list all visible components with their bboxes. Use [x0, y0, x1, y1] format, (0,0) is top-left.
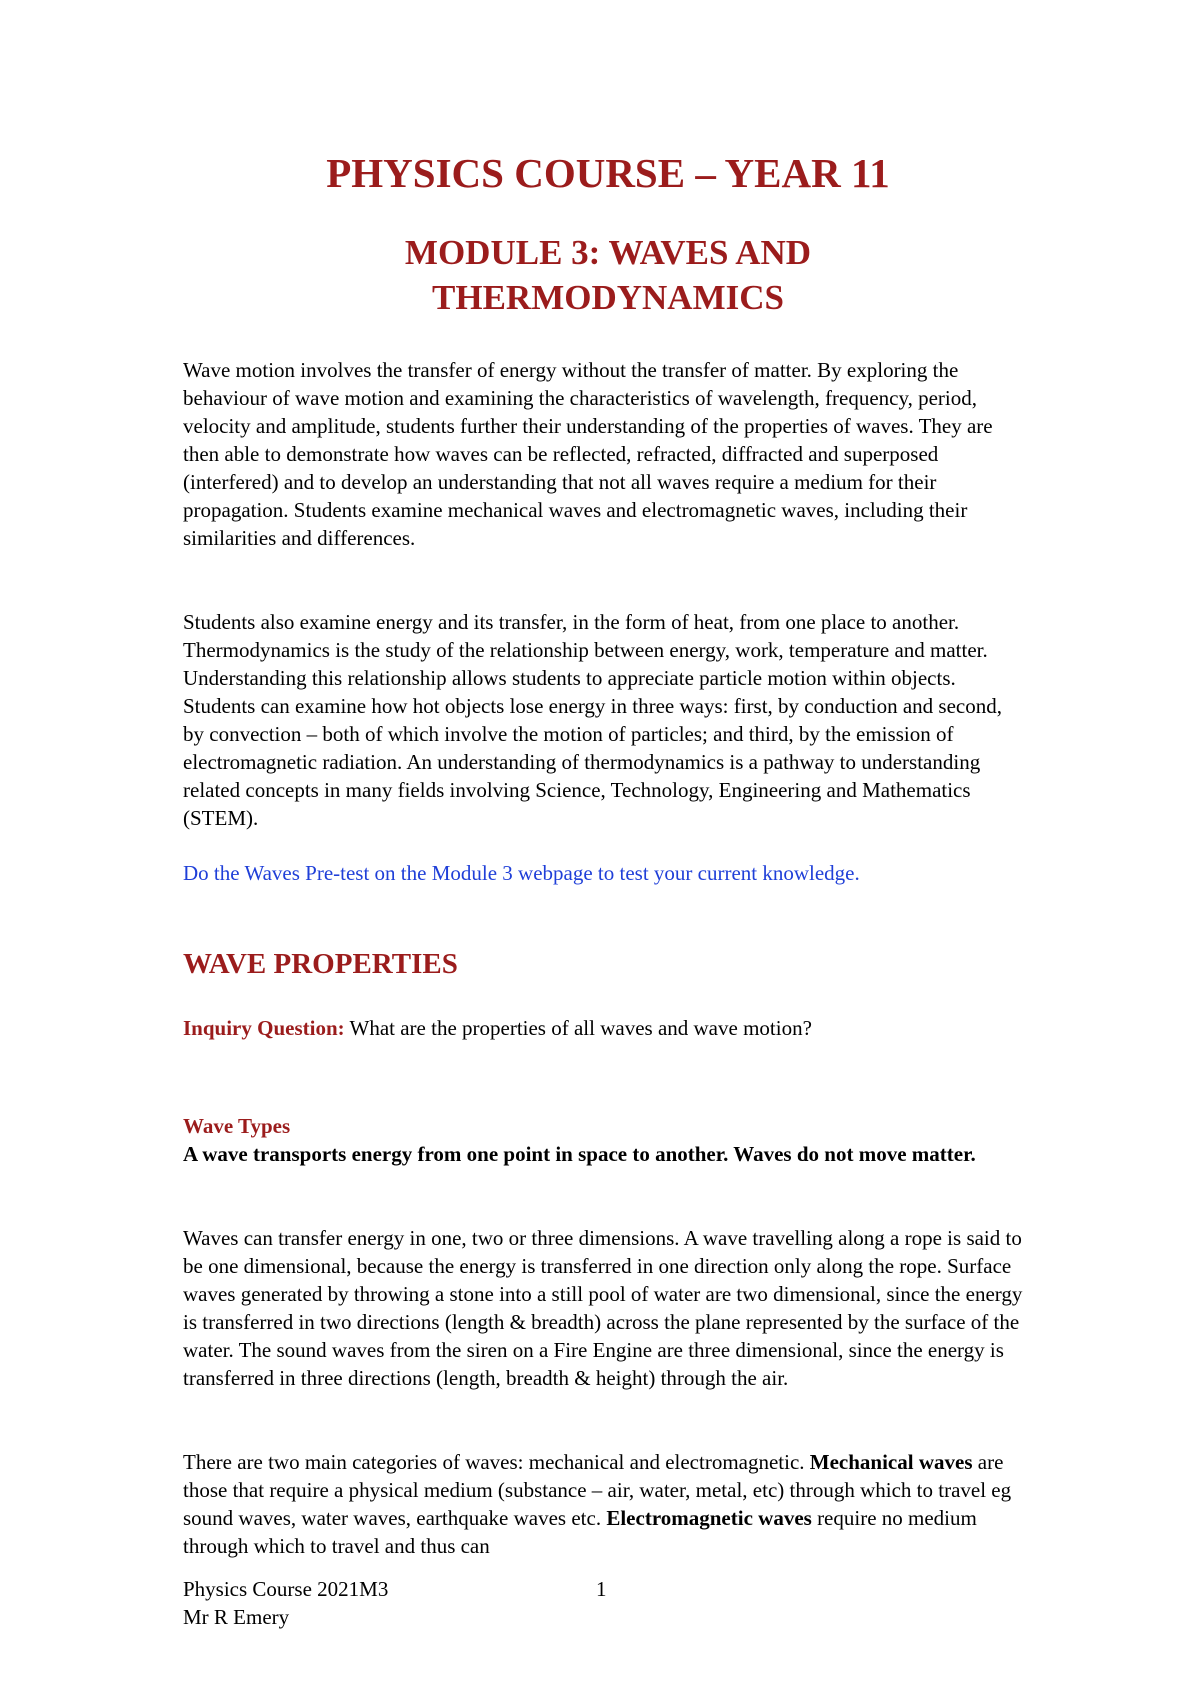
- electromagnetic-text: require no medium through which to travel and thus can: [183, 1506, 977, 1558]
- dimensions-paragraph: Waves can transfer energy in one, two or three dimensions. A wave travelling along a rope is said to be one dimensional, because the energy is transferred in one direction only along the rope. Surface waves generated by throwing a stone into a still pool of water are two dimensional, since the energy is transferred in two directions (length & breadth) across the plane represented by the surface of the water. The sound waves from the siren on a Fire Engine are three dimensional, since the energy is transferred in three directions (length, breadth & height) through the air.: [183, 1226, 1023, 1390]
- page-number: 1: [596, 1577, 607, 1601]
- mechanical-term: Mechanical waves: [809, 1450, 973, 1474]
- module-title-line-2: THERMODYNAMICS: [432, 278, 784, 317]
- key-statement: A wave transports energy from one point in space to another. Waves do not move matter.: [183, 1142, 976, 1166]
- inquiry-question: [183, 1014, 1023, 1042]
- inquiry-label: Inquiry Question:: [183, 1016, 345, 1040]
- mechanical-text: are those that require a physical medium (substance – air, water, metal, etc) through which to travel eg sound waves, water waves, earthquake waves etc.: [183, 1450, 1012, 1530]
- categories-paragraph: [183, 1448, 1033, 1560]
- sub-heading-wave-types: Wave Types: [183, 1114, 291, 1138]
- footer-author: Mr R Emery: [183, 1605, 290, 1629]
- electromagnetic-term: Electromagnetic waves: [606, 1506, 812, 1530]
- intro-paragraph: Wave motion involves the transfer of energy without the transfer of matter. By exploring the behaviour of wave motion and examining the characteristics of wavelength, frequency, period, velocity and amplitude, students further their understanding of the properties of waves. They are then able to demonstrate how waves can be reflected, refracted, diffracted and superposed (interfered) and to develop an understanding that not all waves require a medium for their propagation. Students examine mechanical waves and electromagnetic waves, including their similarities and differences.: [183, 358, 993, 550]
- footer-course: Physics Course 2021M3: [183, 1577, 389, 1601]
- module-title-line-1: MODULE 3: WAVES AND: [404, 233, 812, 272]
- document-title: PHYSICS COURSE – YEAR 11: [326, 150, 890, 196]
- section-heading-wave-properties: WAVE PROPERTIES: [183, 948, 458, 980]
- inquiry-text: What are the properties of all waves and wave motion?: [344, 1016, 812, 1040]
- module-title: [183, 230, 1033, 320]
- categories-intro: There are two main categories of waves: mechanical and electromagnetic.: [183, 1450, 810, 1474]
- thermodynamics-paragraph: Students also examine energy and its transfer, in the form of heat, from one place to another. Thermodynamics is the study of the relationship between energy, work, temperature and matter. Understanding this relationship allows students to appreciate particle motion within objects. Students can examine how hot objects lose energy in three ways: first, by conduction and second, by convection – both of which involve the motion of particles; and third, by the emission of electromagnetic radiation. An understanding of thermodynamics is a pathway to understanding related concepts in many fields involving Science, Technology, Engineering and Mathematics (STEM).: [183, 610, 1002, 830]
- pretest-link[interactable]: Do the Waves Pre-test on the Module 3 webpage to test your current knowledge.: [183, 861, 860, 885]
